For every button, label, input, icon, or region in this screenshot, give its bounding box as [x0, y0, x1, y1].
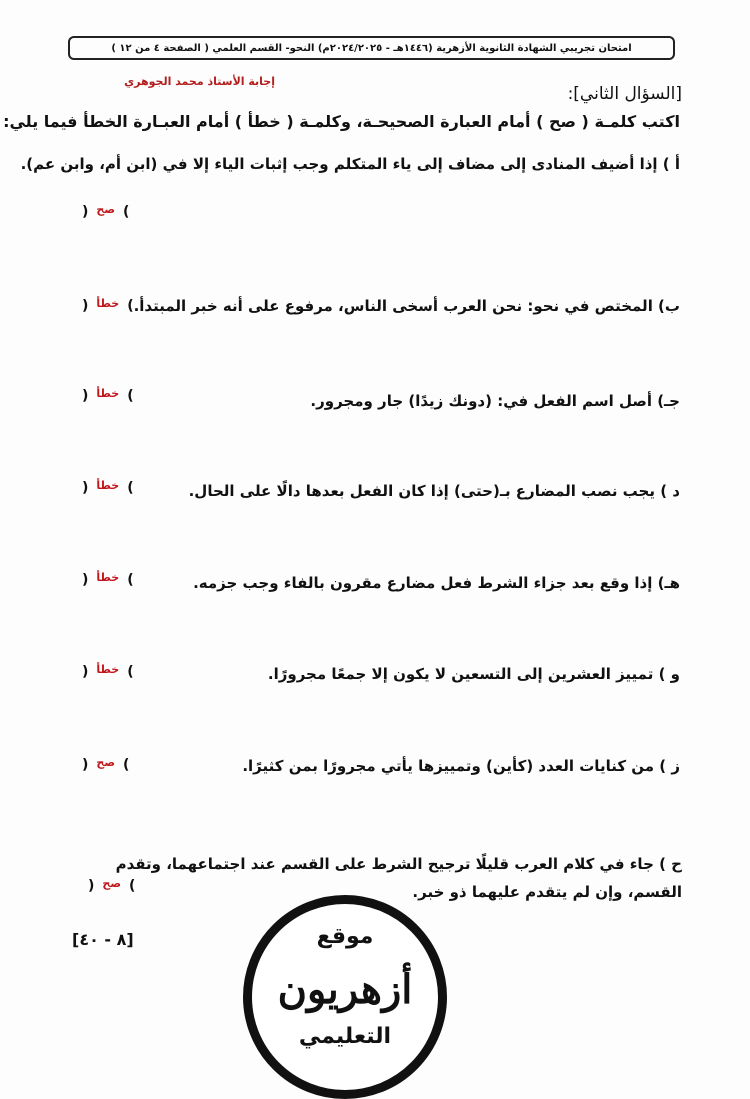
answer-author: إجابة الأستاذ محمد الجوهري — [124, 75, 275, 88]
statement-c: جـ) أصل اسم الفعل في: (دونك زيدًا) جار ومجرور. — [310, 392, 680, 410]
statement-d: د ) يجب نصب المضارع بـ(حتى) إذا كان الفعل بعدها دالًا على الحال. — [188, 482, 680, 500]
statement-g: ز ) من كنايات العدد (كأين) وتمييزها يأتي مجرورًا بمن كثيرًا. — [242, 757, 680, 775]
answer-d: ) $^{خطأ}$ ( — [82, 479, 134, 496]
answer-b-word: خطأ — [96, 297, 120, 310]
answer-g-word: صح — [96, 756, 115, 769]
answer-e-word: خطأ — [96, 571, 120, 584]
statement-a: أ ) إذا أضيف المنادى إلى مضاف إلى ياء المتكلم وجب إثبات الياء إلا في (ابن أم، وابن عم). — [20, 155, 680, 173]
statement-f: و ) تمييز العشرين إلى التسعين لا يكون إلا جمعًا مجرورًا. — [267, 665, 680, 683]
answer-e: ) $^{خطأ}$ ( — [82, 571, 134, 588]
statement-h: ح ) جاء في كلام العرب قليلًا ترجيح الشرط على القسم عند اجتماعهما، وتقدم القسم، وإن لم يتقدم عليهما ذو خبر. — [115, 855, 682, 901]
answer-h-word: صح — [102, 877, 121, 890]
site-logo-stamp — [243, 895, 447, 1099]
question-title: [السؤال الثاني]: — [567, 84, 682, 104]
statement-e: هـ) إذا وقع بعد جزاء الشرط فعل مضارع مقرون بالفاء وجب جزمه. — [193, 574, 680, 592]
logo-middle-text: أزهريون — [277, 966, 413, 1013]
answer-g: ) $^{صح}$ ( — [82, 756, 130, 773]
answer-a-word: صح — [96, 203, 115, 216]
score-label: [٨ - ٤٠] — [72, 930, 134, 949]
logo-bottom-text: التعليمي — [298, 1024, 392, 1049]
page-header — [68, 36, 675, 60]
question-instruction: اكتب كلمـة ( صح ) أمام العبارة الصحيحـة، وكلمـة ( خطأ ) أمام العبـارة الخطأ فيما يلي: — [3, 112, 680, 131]
answer-a: ) $^{صح}$ ( — [82, 203, 130, 220]
logo-top-text: موقع — [316, 924, 374, 949]
answer-c-word: خطأ — [96, 387, 120, 400]
answer-d-word: خطأ — [96, 479, 120, 492]
answer-f-word: خطأ — [96, 663, 120, 676]
statement-b: ب) المختص في نحو: نحن العرب أسخى الناس، مرفوع على أنه خبر المبتدأ. — [133, 297, 680, 315]
answer-b: ) $^{خطأ}$ ( — [82, 297, 134, 314]
header-text: امتحان تجريبي الشهادة الثانوية الأزهرية (١٤٤٦هـ - ٢٠٢٤/٢٠٢٥م) النحو- القسم العلمي ( الصفحة ٤ من ١٢ ) — [111, 42, 632, 54]
answer-c: ) $^{خطأ}$ ( — [82, 387, 134, 404]
answer-h: ) $^{صح}$ ( — [88, 877, 136, 894]
answer-f: ) $^{خطأ}$ ( — [82, 663, 134, 680]
